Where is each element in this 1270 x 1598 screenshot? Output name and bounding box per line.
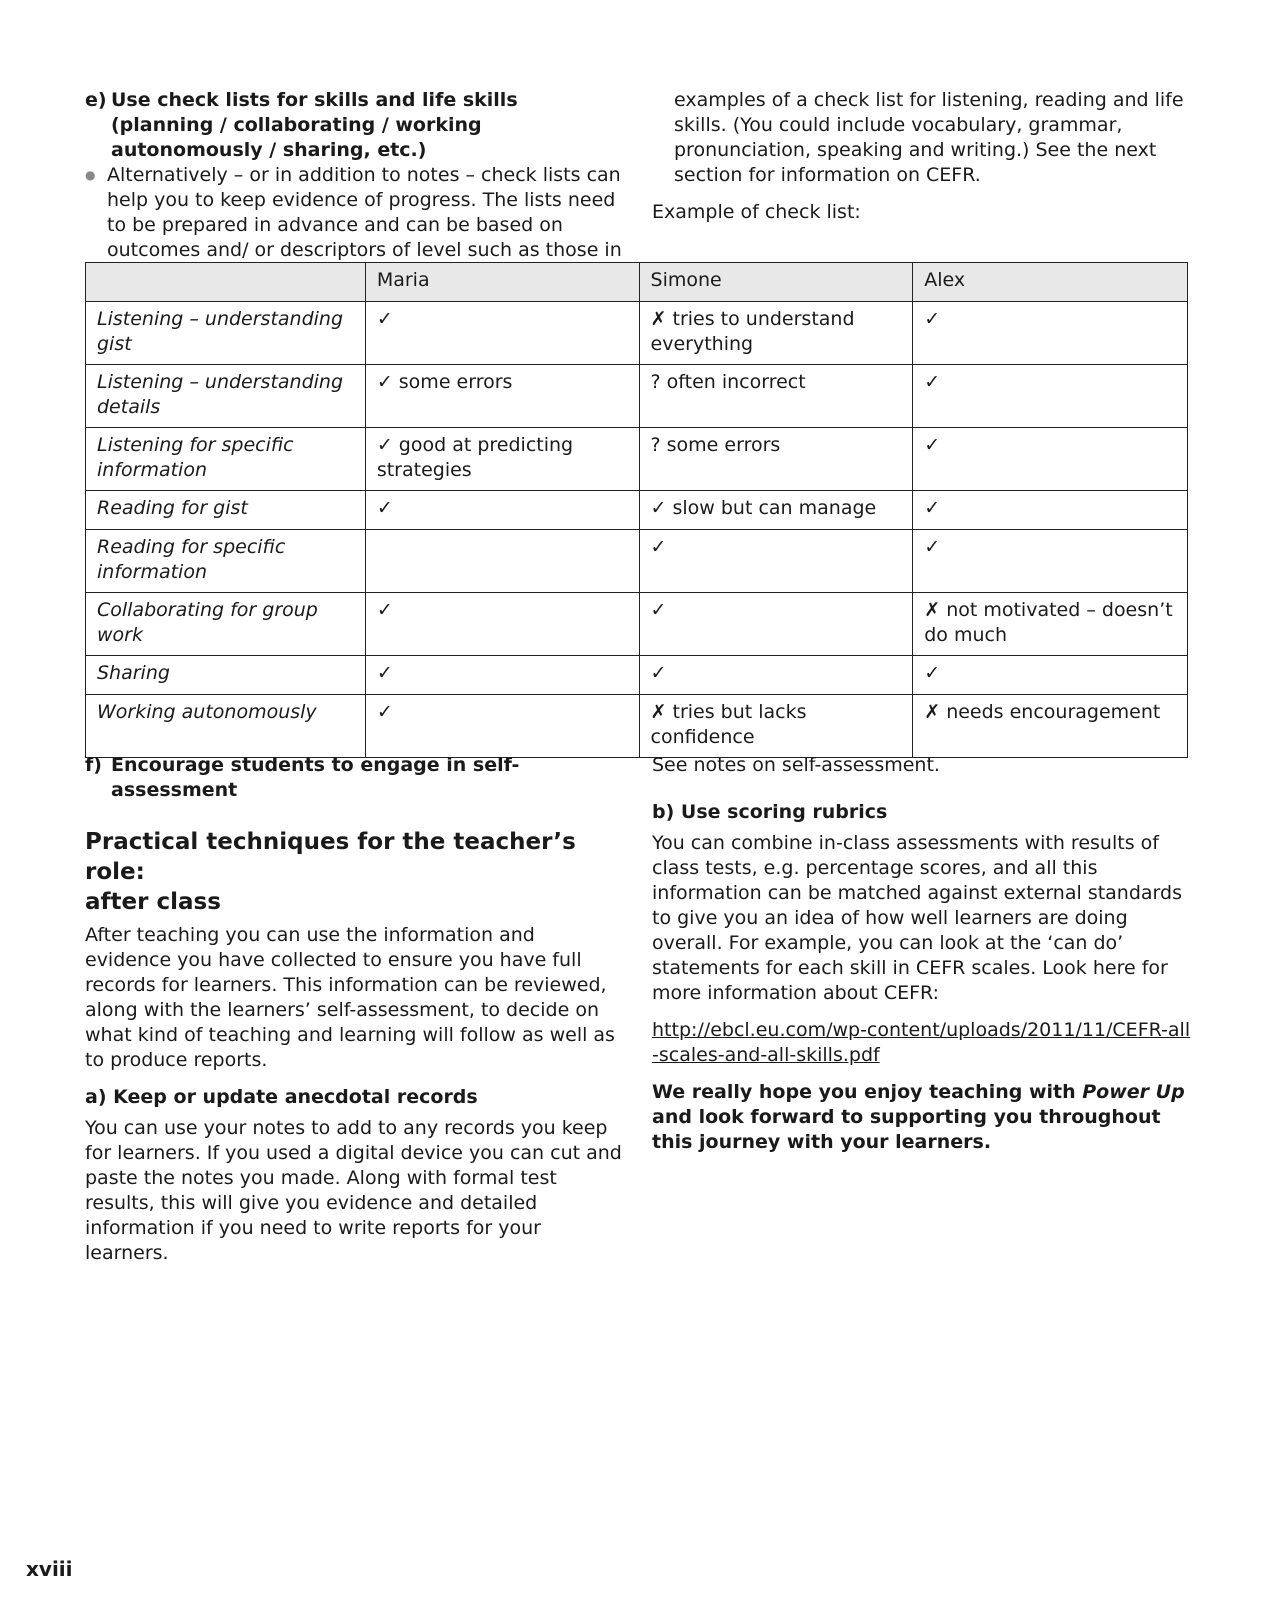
maria-cell: ✓ (365, 593, 639, 656)
skill-cell: Listening – understanding gist (86, 302, 366, 365)
item-b-label: b) (652, 801, 675, 823)
simone-cell: ✓ (639, 530, 913, 593)
item-e-title: Use check lists for skills and life skills (planning / collaborating / working autonomously / sharing, etc.) (111, 89, 518, 161)
item-a-label: a) (85, 1086, 107, 1108)
example-label: Example of check list: (652, 201, 861, 223)
simone-cell: ✗ tries but lacks confidence (639, 695, 913, 758)
item-e-heading (85, 88, 625, 163)
section-heading (85, 827, 625, 917)
alex-cell: ✓ (913, 530, 1188, 593)
alex-cell: ✓ (913, 656, 1188, 695)
maria-cell: ✓ some errors (365, 365, 639, 428)
skill-cell: Collaborating for group work (86, 593, 366, 656)
closing-before: We really hope you enjoy teaching with (652, 1081, 1083, 1103)
simone-cell: ? some errors (639, 428, 913, 491)
table-header-row (86, 263, 1188, 302)
see-notes-text: See notes on self-assessment. (652, 754, 940, 776)
header-cell-simone: Simone (639, 263, 913, 302)
alex-cell: ✗ needs encouragement (913, 695, 1188, 758)
maria-cell: ✓ (365, 695, 639, 758)
simone-cell: ✓ (639, 593, 913, 656)
maria-cell: ✓ good at predicting strategies (365, 428, 639, 491)
item-b-heading (652, 800, 1192, 825)
bullet-dot-icon: ● (85, 168, 96, 182)
right-column-top (652, 88, 1192, 225)
alex-cell: ✓ (913, 365, 1188, 428)
simone-cell: ✓ slow but can manage (639, 491, 913, 530)
table-row (86, 491, 1188, 530)
simone-cell: ? often incorrect (639, 365, 913, 428)
header-cell-blank (86, 263, 366, 302)
maria-cell (365, 530, 639, 593)
cefr-link[interactable]: http://ebcl.eu.com/wp-content/uploads/2011/11/CEFR-all-scales-and-all-skills.pdf (652, 1019, 1191, 1066)
closing-paragraph (652, 1080, 1192, 1155)
item-b-title: Use scoring rubrics (680, 801, 888, 823)
maria-cell: ✓ (365, 656, 639, 695)
alex-cell: ✓ (913, 428, 1188, 491)
alex-cell: ✓ (913, 491, 1188, 530)
item-f-heading (85, 753, 625, 803)
item-a-paragraph: You can use your notes to add to any records you keep for learners. If you used a digital device you can cut and paste the notes you made. Along with formal test results, this will give you evidence and detailed information if you need to write reports for your learners. (85, 1117, 622, 1264)
table-row (86, 365, 1188, 428)
header-cell-alex: Alex (913, 263, 1188, 302)
item-f-title: Encourage students to engage in self-assessment (111, 754, 520, 801)
right-column-bottom (652, 753, 1192, 1155)
page-number: xviii (26, 1557, 73, 1581)
skill-cell: Reading for gist (86, 491, 366, 530)
table-row (86, 593, 1188, 656)
closing-title: Power Up (1082, 1081, 1185, 1103)
table-row (86, 656, 1188, 695)
item-b-paragraph: You can combine in-class assessments with results of class tests, e.g. percentage scores, and all this information can be matched against external standards to give you an idea of how well learners are doing overall. For example, you can look at the ‘can do’ statements for each skill in CEFR scales. Look here for more information about CEFR: (652, 832, 1182, 1004)
alex-cell: ✓ (913, 302, 1188, 365)
maria-cell: ✓ (365, 302, 639, 365)
skill-cell: Listening – understanding details (86, 365, 366, 428)
skill-cell: Sharing (86, 656, 366, 695)
item-f-label: f) (85, 754, 102, 776)
simone-cell: ✓ (639, 656, 913, 695)
table-row (86, 428, 1188, 491)
left-column-bottom (85, 753, 625, 1266)
bullet-text: Alternatively – or in addition to notes – check lists can help you to keep evidence of progress. The lists need to be prepared in advance and can be based on outcomes and/ or descriptors of level such as those in (107, 164, 622, 261)
left-column-top (85, 88, 625, 288)
table-row (86, 302, 1188, 365)
closing-after: and look forward to supporting you throughout this journey with your learners. (652, 1106, 1161, 1153)
item-e-label: e) (85, 89, 107, 111)
table-row (86, 695, 1188, 758)
check-list-table (85, 262, 1188, 758)
simone-cell: ✗ tries to understand everything (639, 302, 913, 365)
section-heading-line1: Practical techniques for the teacher’s role: (85, 829, 576, 885)
intro-paragraph: After teaching you can use the information and evidence you have collected to ensure you have full records for learners. This information can be reviewed, along with the learners’ self-assessment, to decide on what kind of teaching and learning will follow as well as to produce reports. (85, 924, 615, 1071)
continuation-text: examples of a check list for listening, reading and life skills. (You could include vocabulary, grammar, pronunciation, speaking and writing.) See the next section for information on CEFR. (674, 89, 1184, 186)
item-a-heading (85, 1085, 625, 1110)
skill-cell: Working autonomously (86, 695, 366, 758)
alex-cell: ✗ not motivated – doesn’t do much (913, 593, 1188, 656)
skill-cell: Listening for specific information (86, 428, 366, 491)
maria-cell: ✓ (365, 491, 639, 530)
table-row (86, 530, 1188, 593)
skill-cell: Reading for specific information (86, 530, 366, 593)
header-cell-maria: Maria (365, 263, 639, 302)
section-heading-line2: after class (85, 889, 221, 915)
item-a-title: Keep or update anecdotal records (113, 1086, 478, 1108)
